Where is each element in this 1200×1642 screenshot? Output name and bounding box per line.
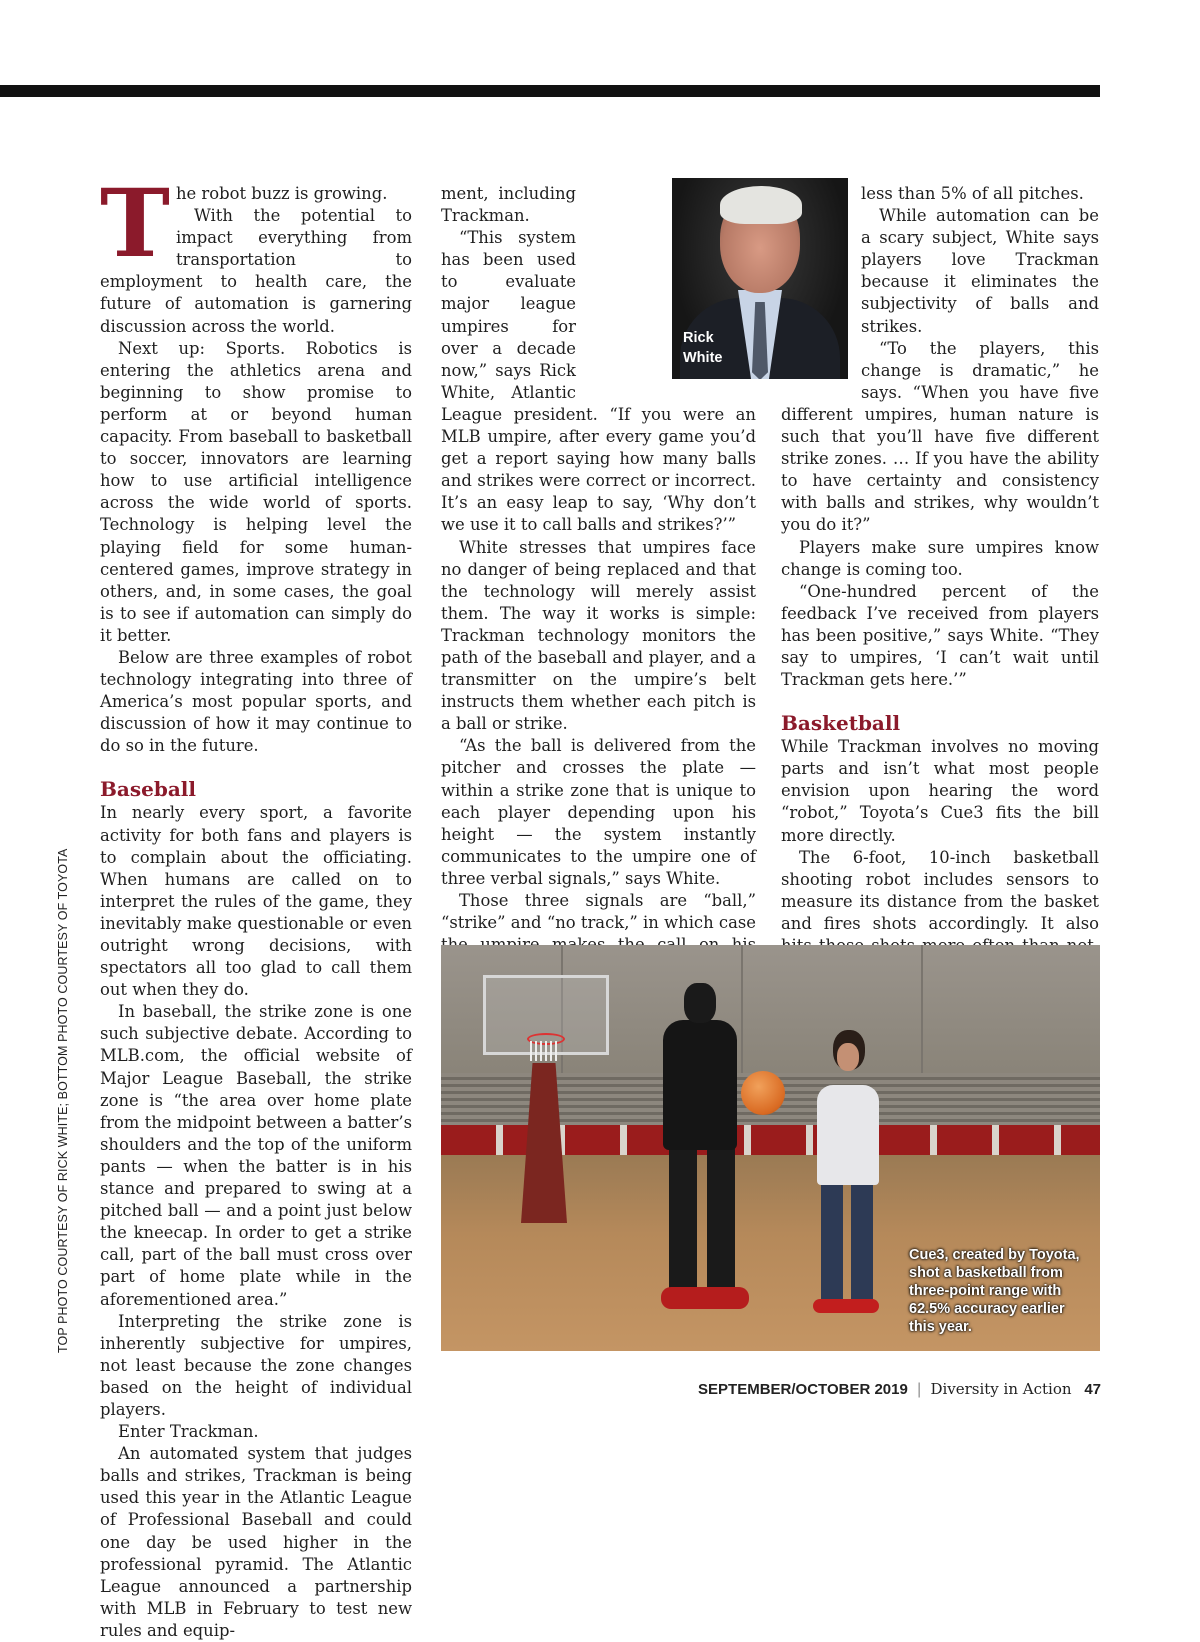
caption-line: Rick — [683, 330, 714, 346]
paragraph: Next up: Sports. Robotics is entering the athletics arena and beginning to show promise to perform at or beyond human capacity. From baseball to basketball to soccer, innovators are learning how to use artificial intelligence across the wide world of sports. Technology is helping level the playing field for some human-centered games, improve strategy in others, and, in some cases, the goal is to see if automation can simply do it better. — [100, 338, 412, 645]
paragraph: While automation can be a scary subject, White says players love Trackman because it eliminates the subjectivity of balls and strikes. — [861, 206, 1099, 336]
photo-basketball — [741, 1071, 785, 1115]
issue-date: SEPTEMBER/OCTOBER 2019 — [698, 1381, 908, 1398]
footer-separator: | — [916, 1380, 922, 1398]
paragraph: he robot buzz is growing. — [175, 184, 388, 203]
paragraph: An automated system that judges balls and strikes, Trackman is being used this year in the Atlantic League of Professional Baseball and could one day be used higher in the professional pyramid. The Atlantic League announced a partnership with MLB in February to test new rules and equip- — [100, 1444, 412, 1640]
paragraph: ment, including Trackman. — [441, 184, 576, 226]
top-rule — [0, 85, 1100, 97]
photo-person-face — [837, 1043, 859, 1071]
cue3-photo — [441, 945, 1100, 1351]
photo-robot-head — [684, 983, 716, 1023]
photo-person-legs — [821, 1183, 873, 1303]
paragraph: While Trackman involves no moving parts and isn’t what most people envision upon hearing the word “robot,” Toyota’s Cue3 fits the bill more directly. — [781, 737, 1099, 845]
paragraph: “To the players, this change is dramatic,” he says. “When you have five different umpires, human nature is such that you’ll have five different strike zones. … If you have the ability to have certainty and consistency with balls and strikes, why wouldn’t you do it?” — [781, 338, 1099, 535]
paragraph: less than 5% of all pitches. — [861, 184, 1084, 203]
caption-line: White — [683, 350, 723, 366]
paragraph: Below are three examples of robot technology integrating into three of America’s most popular sports, and discussion of how it may continue to do so in the future. — [100, 647, 412, 756]
section-heading-baseball: Baseball — [100, 777, 196, 802]
paragraph: Those three signals are “ball,” “strike” and “no track,” in which case — [441, 891, 756, 933]
photo-robot-body — [663, 1020, 737, 1150]
rick-white-photo — [672, 178, 848, 379]
rick-white-caption — [683, 328, 722, 368]
paragraph: The 6-foot, 10-inch basketball shooting robot includes sensors to measure its distance from the basket and fires shots accordingly. It also — [781, 847, 1099, 933]
paragraph: White stresses that umpires face no danger of being replaced and that the technology will merely assist them. The way it works is simple: Trackman technology monitors the path of the baseball and player, and a transmitter on the umpire’s belt instructs them whether each pitch is a ball or strike. — [441, 537, 756, 734]
paragraph: “As the ball is delivered from the pitcher and crosses the plate — within a strike zone that is unique to each player depending upon his height — the system instantly communicates to the umpire one of three verbal signals,” says White. — [441, 736, 756, 888]
photo-person-body — [817, 1085, 879, 1185]
page-footer — [698, 1380, 1101, 1398]
article-column-1 — [100, 169, 412, 1642]
drop-cap: T — [100, 169, 170, 279]
photo-credit: TOP PHOTO COURTESY OF RICK WHITE; BOTTOM PHOTO COURTESY OF TOYOTA — [56, 848, 70, 1353]
paragraph: Players make sure umpires know change is coming too. — [781, 537, 1099, 579]
photo-robot-legs — [669, 1145, 735, 1295]
photo-robot-feet — [661, 1287, 749, 1309]
section-heading-basketball: Basketball — [781, 711, 901, 736]
cue3-caption: Cue3, created by Toyota, shot a basketball from three-point range with 62.5% accuracy earlier this year. — [909, 1247, 1080, 1335]
photo-hair — [720, 186, 802, 224]
paragraph: Interpreting the strike zone is inherently subjective for umpires, not least because the zone changes based on the height of individual players. — [100, 1311, 412, 1419]
magazine-name: Diversity in Action — [930, 1380, 1072, 1398]
paragraph: In nearly every sport, a favorite activity for both fans and players is to complain about the officiating. When humans are called on to interpret the rules of the game, they inevitably make questionable or even outright wrong decisions, with spectators all too glad to call them out when they do. — [100, 803, 412, 1000]
photo-net — [530, 1041, 558, 1061]
paragraph: Enter Trackman. — [118, 1422, 259, 1442]
paragraph: With the potential to impact everything from transportation to employment to health care, the future of automation is garnering discussion across the world. — [100, 206, 412, 336]
paragraph: “This system has been used to evaluate major league umpires for over a decade now,” says Rick White, Atlantic League president. “If you were an MLB umpire, after every game you’d get a report saying how many balls and strikes were correct or incorrect. It’s an easy leap to say, ‘Why don’t we use it to call balls and strikes?’” — [441, 228, 756, 535]
paragraph: In baseball, the strike zone is one such subjective debate. According to MLB.com, the official website of Major League Baseball, the strike zone is “the area over home plate from the midpoint between a batter’s shoulders and the top of the uniform pants — when the batter is in his stance and prepared to swing at a pitched ball — and a point just below the kneecap. In order to get a strike call, part of the ball must cross over part of home plate while in the aforementioned area.” — [100, 1002, 412, 1309]
paragraph: “One-hundred percent of the feedback I’ve received from players has been positive,” says White. “They say to umpires, ‘I can’t wait until Trackman gets here.’” — [781, 581, 1099, 690]
photo-person-shoes — [813, 1299, 879, 1313]
page-number: 47 — [1084, 1381, 1101, 1398]
